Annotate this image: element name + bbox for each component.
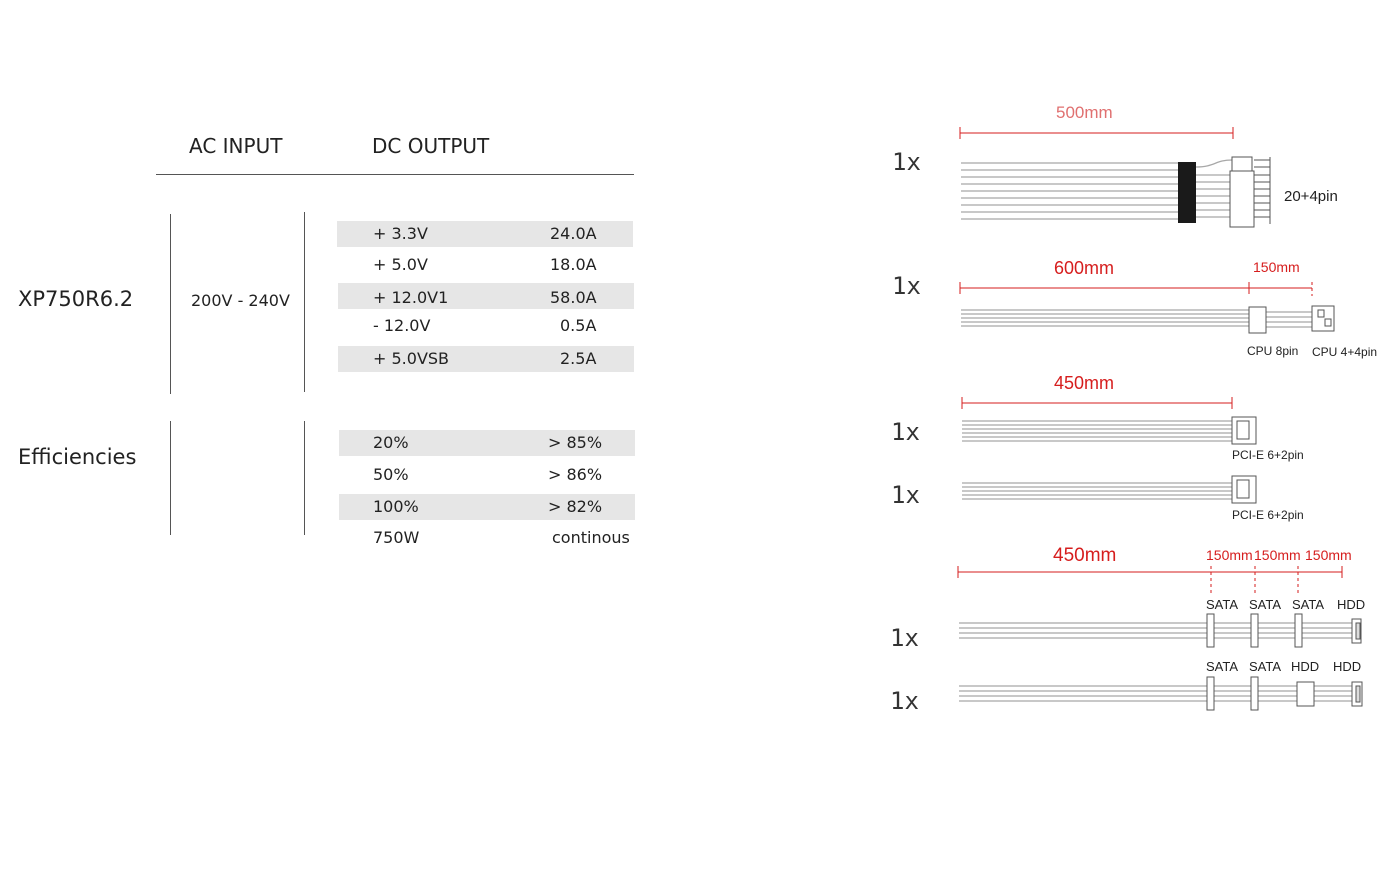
- efficiency-title: Efficiencies: [18, 445, 137, 469]
- cpu-4plus4-connector: [1312, 306, 1334, 331]
- pcie-wires: [962, 483, 1232, 499]
- sata-2-quantity: 1x: [890, 687, 919, 715]
- sata-1-connector-label: SATA: [1292, 597, 1325, 612]
- dc-row-label: + 3.3V: [373, 224, 428, 243]
- cpu-cable: [960, 282, 1334, 333]
- dc-row-value: 24.0A: [550, 224, 597, 243]
- sata-1-connector-label: HDD: [1337, 597, 1366, 612]
- pcie-connector: [1232, 417, 1256, 444]
- sata-cable-1: [959, 614, 1361, 647]
- sata-seg2-length-label: 150mm: [1254, 547, 1301, 563]
- dc-row-label: - 12.0V: [373, 316, 431, 335]
- sata-cable-2: [959, 677, 1362, 710]
- sata-length-label: 450mm: [1053, 545, 1117, 566]
- efficiency-row-label: 100%: [373, 497, 419, 516]
- sata-1-connector-label: SATA: [1206, 597, 1239, 612]
- cpu-quantity: 1x: [892, 272, 921, 300]
- dc-output-header: DC OUTPUT: [372, 134, 490, 158]
- dc-row-value: 18.0A: [550, 255, 597, 274]
- dc-row-value: 58.0A: [550, 288, 597, 307]
- pcie-connector: [1232, 476, 1256, 503]
- cpu-8pin-label: CPU 8pin: [1247, 344, 1299, 358]
- sata-2-connector-label: HDD: [1333, 659, 1362, 674]
- ac-input-value: 200V - 240V: [191, 291, 290, 310]
- efficiency-row-label: 50%: [373, 465, 409, 484]
- sata-2-connector-label: SATA: [1206, 659, 1239, 674]
- sata-seg3-length-label: 150mm: [1305, 547, 1352, 563]
- efficiency-row-value: > 86%: [548, 465, 603, 484]
- dc-row-label: + 5.0VSB: [373, 349, 450, 368]
- sata-2-connector-label: SATA: [1249, 659, 1282, 674]
- cpu-ext-length-label: 150mm: [1253, 259, 1300, 275]
- pcie-1-quantity: 1x: [891, 418, 920, 446]
- efficiency-row-value: > 85%: [548, 433, 603, 452]
- atx-quantity: 1x: [892, 148, 921, 176]
- dc-row-label: + 5.0V: [373, 255, 428, 274]
- efficiency-row-label: 20%: [373, 433, 409, 452]
- pcie-2-connector-label: PCI-E 6+2pin: [1232, 508, 1304, 522]
- sata-1-connector-label: SATA: [1249, 597, 1282, 612]
- atx-connector-label: 20+4pin: [1284, 188, 1338, 205]
- atx-dimension-line: [960, 127, 1233, 139]
- ac-input-header: AC INPUT: [189, 134, 283, 158]
- sata-wires: [959, 623, 1352, 638]
- pcie-wires: [962, 421, 1232, 441]
- dc-row-value: 2.5A: [560, 349, 597, 368]
- cpu-dimension-line: [960, 282, 1312, 296]
- efficiency-row-label: 750W: [373, 528, 420, 547]
- efficiency-row-value: > 82%: [548, 497, 603, 516]
- atx-connector: [1230, 157, 1270, 227]
- sata-2-connector-label: HDD: [1291, 659, 1320, 674]
- sata-wires: [959, 686, 1352, 701]
- dc-row-value: 0.5A: [560, 316, 597, 335]
- efficiency-row-value: continous: [552, 528, 630, 547]
- sata-dimension-line: [958, 566, 1342, 595]
- dc-row-label: + 12.0V1: [373, 288, 449, 307]
- cpu-length-label: 600mm: [1054, 258, 1115, 278]
- sata-connectors: [1207, 614, 1361, 647]
- sata-seg1-length-label: 150mm: [1206, 547, 1253, 563]
- pcie-cable-1: [962, 397, 1256, 444]
- atx-length-label: 500mm: [1056, 103, 1113, 122]
- model-name: XP750R6.2: [18, 287, 134, 311]
- sata-1-quantity: 1x: [890, 624, 919, 652]
- pcie-1-connector-label: PCI-E 6+2pin: [1232, 448, 1304, 462]
- atx-sleeve: [1178, 162, 1196, 223]
- cpu-8pin-connector: [1249, 307, 1266, 333]
- pcie-length-label: 450mm: [1054, 373, 1115, 393]
- pcie-dimension-line: [962, 397, 1232, 409]
- pcie-2-quantity: 1x: [891, 481, 920, 509]
- sata-connectors: [1207, 677, 1362, 710]
- atx-cable: [960, 127, 1270, 227]
- cpu-4plus4-label: CPU 4+4pin: [1312, 345, 1378, 359]
- pcie-cable-2: [962, 476, 1256, 503]
